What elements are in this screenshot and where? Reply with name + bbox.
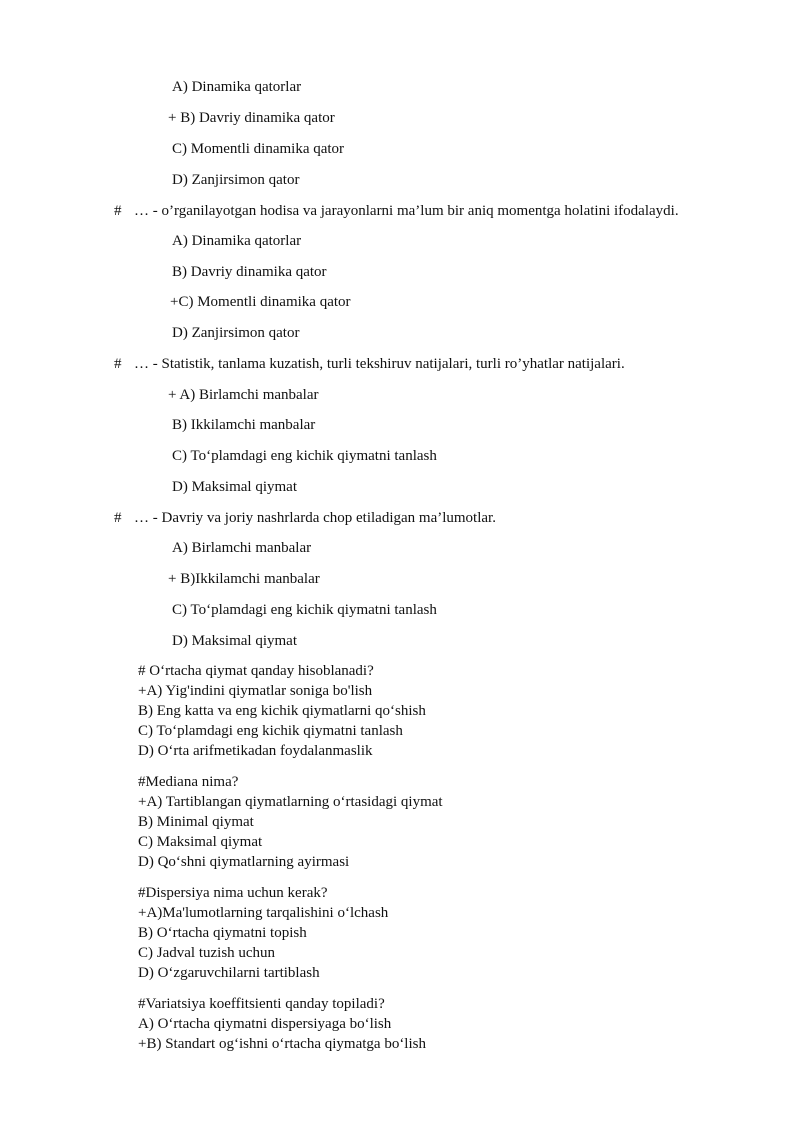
option-a: A) Dinamika qatorlar <box>172 79 302 95</box>
option-a: A) Birlamchi manbalar <box>172 540 312 556</box>
option-b: B) O‘rtacha qiymatni topish <box>138 925 307 941</box>
option-d: D) Zanjirsimon qator <box>172 325 300 341</box>
question-text: … - o’rganilayotgan hodisa va jarayonlarni ma’lum bir aniq momentga holatini ifodalaydi. <box>134 203 679 219</box>
option-d: D) Zanjirsimon qator <box>172 172 300 188</box>
option-d: D) Maksimal qiymat <box>172 479 297 495</box>
question-text: #Variatsiya koeffitsienti qanday topiladi? <box>138 996 385 1012</box>
question-text: #Dispersiya nima uchun kerak? <box>138 885 328 901</box>
option-c: C) Jadval tuzish uchun <box>138 945 276 961</box>
question-marker: # <box>114 510 122 526</box>
option-b: + B) Davriy dinamika qator <box>168 110 335 126</box>
option-a: +A)Ma'lumotlarning tarqalishini o‘lchash <box>138 905 389 921</box>
option-a: +A) Yig'indini qiymatlar soniga bo'lish <box>138 683 373 699</box>
option-b: + B)Ikkilamchi manbalar <box>168 571 320 587</box>
question-marker: # <box>114 203 122 219</box>
option-c: +C) Momentli dinamika qator <box>170 294 351 310</box>
option-d: D) O‘zgaruvchilarni tartiblash <box>138 965 320 981</box>
option-a: + A) Birlamchi manbalar <box>168 387 319 403</box>
option-b: B) Eng katta va eng kichik qiymatlarni qo‘shish <box>138 703 426 719</box>
option-c: C) Maksimal qiymat <box>138 834 263 850</box>
option-c: C) To‘plamdagi eng kichik qiymatni tanlash <box>138 723 403 739</box>
question-text: … - Statistik, tanlama kuzatish, turli tekshiruv natijalari, turli ro’yhatlar natijalari. <box>134 356 625 372</box>
option-a: +A) Tartiblangan qiymatlarning o‘rtasidagi qiymat <box>138 794 443 810</box>
option-d: D) Maksimal qiymat <box>172 633 297 649</box>
option-a: A) O‘rtacha qiymatni dispersiyaga bo‘lish <box>138 1016 392 1032</box>
question-marker: # <box>114 356 122 372</box>
question-text: # O‘rtacha qiymat qanday hisoblanadi? <box>138 663 374 679</box>
option-d: D) O‘rta arifmetikadan foydalanmaslik <box>138 743 373 759</box>
option-d: D) Qo‘shni qiymatlarning ayirmasi <box>138 854 350 870</box>
option-c: C) To‘plamdagi eng kichik qiymatni tanlash <box>172 602 437 618</box>
option-c: C) To‘plamdagi eng kichik qiymatni tanlash <box>172 448 437 464</box>
option-b: B) Davriy dinamika qator <box>172 264 327 280</box>
option-c: C) Momentli dinamika qator <box>172 141 345 157</box>
option-a: A) Dinamika qatorlar <box>172 233 302 249</box>
option-b: B) Ikkilamchi manbalar <box>172 417 316 433</box>
option-b: +B) Standart og‘ishni o‘rtacha qiymatga bo‘lish <box>138 1036 426 1052</box>
question-text: #Mediana nima? <box>138 774 239 790</box>
question-text: … - Davriy va joriy nashrlarda chop etiladigan ma’lumotlar. <box>134 510 496 526</box>
option-b: B) Minimal qiymat <box>138 814 254 830</box>
